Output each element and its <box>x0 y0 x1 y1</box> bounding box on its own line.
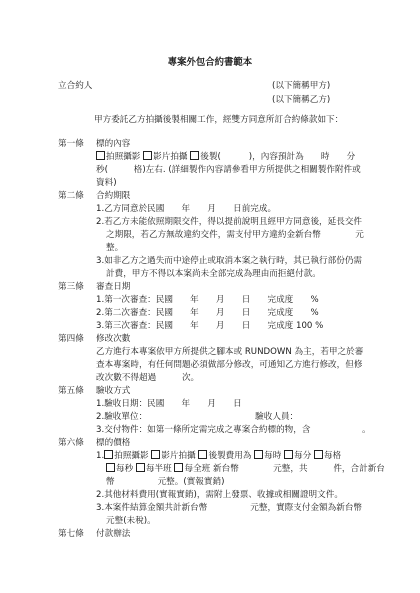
section-1-label: 第一條 <box>58 139 84 149</box>
video-option-label: 影片拍攝 <box>153 152 188 162</box>
section-6-title: 標的價格 <box>96 438 131 448</box>
section-2-item-2a: 2.若乙方未能依照期限交件，得以提前說明且經甲方同意後，延長交件 <box>96 217 363 227</box>
section-6-item-2: 2.其他材料費用(實報實銷)，需附上發票、收據或相關證明文件。 <box>96 490 343 500</box>
section-2-item-3a: 3.如非乙方之過失而中途停止或取消本案之執行時，其已執行部份仍需 <box>96 256 363 266</box>
per-half-shift-label: 每半班 <box>145 464 172 474</box>
section-1-title: 標的內容 <box>96 139 131 149</box>
section-4-heading <box>58 333 408 346</box>
price-post-checkbox[interactable] <box>198 450 207 459</box>
per-frame-checkbox[interactable] <box>314 450 323 459</box>
per-full-shift-checkbox[interactable] <box>174 463 183 472</box>
section-7-label: 第七條 <box>58 529 84 539</box>
per-frame-label: 每格 <box>324 451 342 461</box>
section-3-item-3: 3.第三次審查：民國 年 月 日 完成度 100 % <box>96 321 324 331</box>
section-5-title: 驗收方式 <box>96 386 131 396</box>
per-full-shift-label: 每全班 <box>184 464 211 474</box>
section-3-label: 第三條 <box>58 282 84 292</box>
section-7-title: 付款辦法 <box>96 529 131 539</box>
price-video-label: 影片拍攝 <box>161 451 196 461</box>
price-video-checkbox[interactable] <box>151 450 160 459</box>
section-4-para-2: 查本專案時，有任何問題必須做部分修改，可通知乙方進行修改，但修 <box>96 360 363 370</box>
price-photo-checkbox[interactable] <box>104 450 113 459</box>
section-6-line-3: 幣 元整。(實報實銷) <box>106 477 225 487</box>
section-2-heading <box>58 190 408 203</box>
section-4-para-3: 改次數不得超過 次。 <box>96 373 200 383</box>
section-4-para-1: 乙方進行本專案依甲方所提供之腳本或 RUNDOWN 為主，若甲之於審 <box>96 347 364 357</box>
section-5-label: 第五條 <box>58 386 84 396</box>
section-5-heading <box>58 385 408 398</box>
section-6-item-3b: 元整(未稅)。 <box>106 516 156 526</box>
section-3-title: 審查日期 <box>96 282 131 292</box>
per-minute-label: 每分 <box>294 451 312 461</box>
per-second-label: 每秒 <box>116 464 134 474</box>
duration-text: )，內容預計為 時 分 <box>248 152 356 162</box>
party-a-note: (以下簡稱甲方) <box>272 81 331 91</box>
contract-body <box>58 138 408 541</box>
section-3-heading <box>58 281 408 294</box>
section-6-label: 第六條 <box>58 438 84 448</box>
section-6-line-2 <box>96 463 408 476</box>
section-6-line-1 <box>96 450 408 463</box>
post-production-checkbox[interactable] <box>190 151 199 160</box>
per-hour-label: 每時 <box>264 451 282 461</box>
per-second-checkbox[interactable] <box>106 463 115 472</box>
post-option-label: 後製( <box>200 152 221 162</box>
section-4-title: 修改次數 <box>96 334 131 344</box>
section-6-item-number: 1. <box>96 451 105 461</box>
section-2-title: 合約期限 <box>96 191 131 201</box>
acceptance-unit-label: 2.驗收單位： <box>96 412 148 422</box>
party-b-note: (以下簡稱乙方) <box>272 95 331 105</box>
intro-paragraph: 甲方委託乙方拍攝後製相關工作，經雙方同意所訂合約條款如下： <box>94 115 344 125</box>
section-6-heading <box>58 437 408 450</box>
per-minute-checkbox[interactable] <box>284 450 293 459</box>
video-checkbox[interactable] <box>143 151 152 160</box>
per-hour-checkbox[interactable] <box>254 450 263 459</box>
price-photo-label: 拍照攝影 <box>114 451 149 461</box>
section-7-heading <box>58 528 408 541</box>
section-1-line-2: 秒( 格)左右. (詳細製作內容請參看甲方所提供之相關製作附件或 <box>96 165 361 175</box>
section-6-item-3a: 3.本案件結算金額共計新台幣 元整，實際支付金額為新台幣 <box>96 503 363 513</box>
price-amount-text: 新台幣 元整，共 件，合計新台 <box>213 464 385 474</box>
acceptance-person-label: 驗收人員： <box>255 412 299 422</box>
section-3-item-2: 2.第二次審查：民國 年 月 日 完成度 % <box>96 308 319 318</box>
section-2-label: 第二條 <box>58 191 84 201</box>
section-2-item-2c: 整。 <box>106 243 124 253</box>
price-post-label: 後製費用為 <box>208 451 252 461</box>
section-1-heading <box>58 138 408 151</box>
section-2-item-3b: 計費，甲方不得以本案尚未全部完成為理由而拒絕付款。 <box>106 269 321 279</box>
section-5-item-2 <box>96 411 408 424</box>
document-title: 專案外包合約書範本 <box>167 57 253 68</box>
section-5-item-1: 1.驗收日期：民國 年 月 日 <box>96 399 242 409</box>
section-5-item-3: 3.交付物件：如第一條所定需完成之專案合約標的物，含 。 <box>96 425 371 435</box>
per-half-shift-checkbox[interactable] <box>136 463 145 472</box>
section-3-item-1: 1.第一次審查：民國 年 月 日 完成度 % <box>96 295 319 305</box>
section-1-line-3: 資料) <box>96 178 117 188</box>
section-1-line-1 <box>96 151 408 164</box>
photo-option-label: 拍照攝影 <box>106 152 141 162</box>
section-2-item-1: 1.乙方同意於民國 年 月 日前完成。 <box>96 204 277 214</box>
party-label: 立合約人 <box>58 81 93 91</box>
section-2-item-2b: 之期限，若乙方無故違約交件，需支付甲方違約金新台幣 元 <box>106 230 364 240</box>
photo-checkbox[interactable] <box>96 151 105 160</box>
section-4-label: 第四條 <box>58 334 84 344</box>
